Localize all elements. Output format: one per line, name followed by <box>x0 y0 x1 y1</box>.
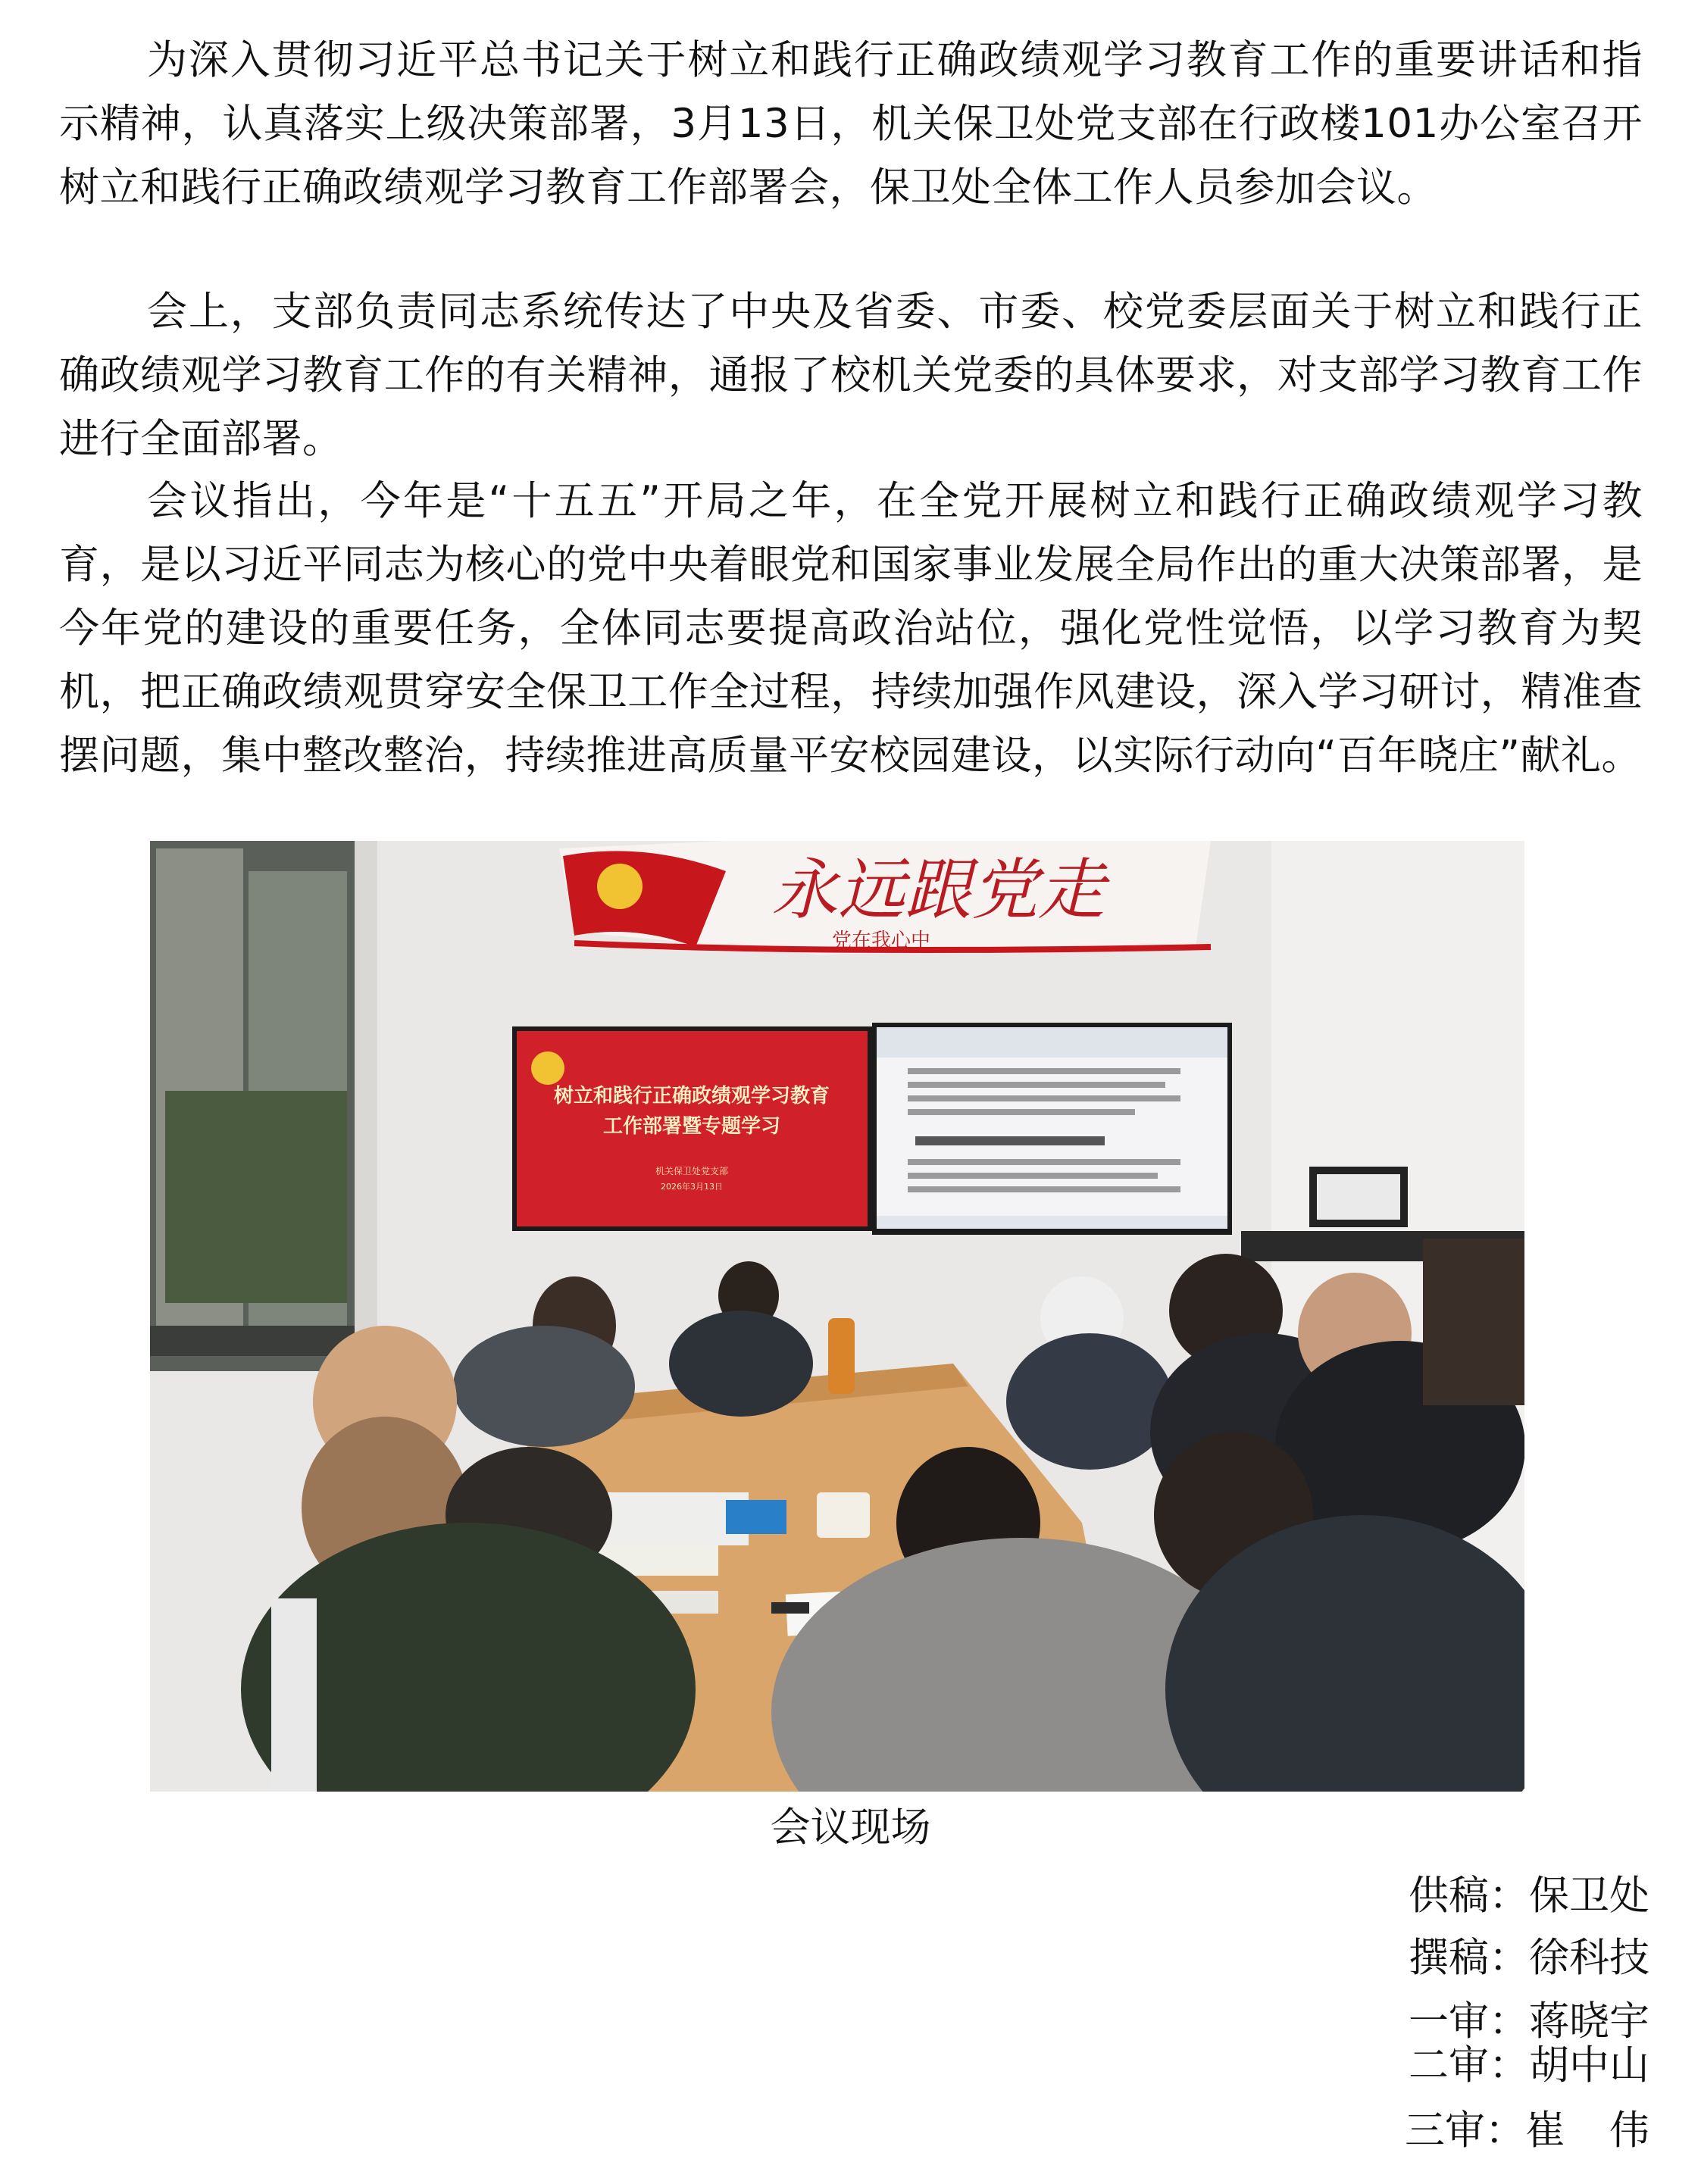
credit-value: 崔伟 <box>1525 2107 1693 2154</box>
credit-value: 蒋晓宇 <box>1529 1998 1649 2045</box>
credit-label: 三审： <box>1405 2107 1525 2154</box>
credit-value: 徐科技 <box>1529 1935 1649 1981</box>
photo-caption: 会议现场 <box>770 1804 931 1851</box>
credit-second-review <box>1409 2033 1649 2091</box>
credit-label: 一审： <box>1409 1998 1529 2045</box>
paragraph-2: 会上，支部负责同志系统传达了中央及省委、市委、校党委层面关于树立和践行正确政绩观学习教育工作的有关精神，通报了校机关党委的具体要求，对支部学习教育工作进行全面部署。 <box>59 289 1643 462</box>
credit-label: 二审： <box>1409 2042 1529 2089</box>
credit-contributor <box>1409 1864 1649 1921</box>
credit-value: 胡中山 <box>1529 2042 1649 2089</box>
screen-org: 机关保卫处党支部 <box>655 1166 729 1176</box>
credit-label: 供稿： <box>1409 1873 1529 1919</box>
screen-date: 2026年3月13日 <box>661 1182 723 1192</box>
wall-banner <box>559 841 1211 955</box>
screen-title-line2: 工作部署暨专题学习 <box>602 1115 781 1138</box>
meeting-photo <box>150 841 1524 1792</box>
credit-third-review <box>1405 2098 1693 2156</box>
credit-value: 保卫处 <box>1529 1873 1649 1919</box>
wall-slogan: 永远跟党走 <box>771 851 1105 929</box>
wall-subslogan: 党在我心中 <box>832 930 931 952</box>
presentation-screen <box>512 1026 872 1231</box>
meeting-photo-illustration <box>150 841 1524 1792</box>
credit-author <box>1409 1926 1649 1983</box>
screen-title-line1: 树立和践行正确政绩观学习教育 <box>553 1085 830 1108</box>
paragraph-1: 为深入贯彻习近平总书记关于树立和践行正确政绩观学习教育工作的重要讲话和指示精神，认真落实上级决策部署，3月13日，机关保卫处党支部在行政楼101办公室召开树立和践行正确政绩观学习教育工作部署会，保卫处全体工作人员参加会议。 <box>59 37 1643 211</box>
document-screen <box>872 1023 1232 1235</box>
credit-label: 撰稿： <box>1409 1935 1529 1981</box>
paragraph-3: 会议指出，今年是“十五五”开局之年，在全党开展树立和践行正确政绩观学习教育，是以习近平同志为核心的党中央着眼党和国家事业发展全局作出的重大决策部署，是今年党的建设的重要任务，全体同志要提高政治站位，强化党性觉悟，以学习教育为契机，把正确政绩观贯穿安全保卫工作全过程，持续加强作风建设，深入学习研讨，精准查摆问题，集中整改整治，持续推进高质量平安校园建设，以实际行动向“百年晓庄”献礼。 <box>59 478 1643 779</box>
